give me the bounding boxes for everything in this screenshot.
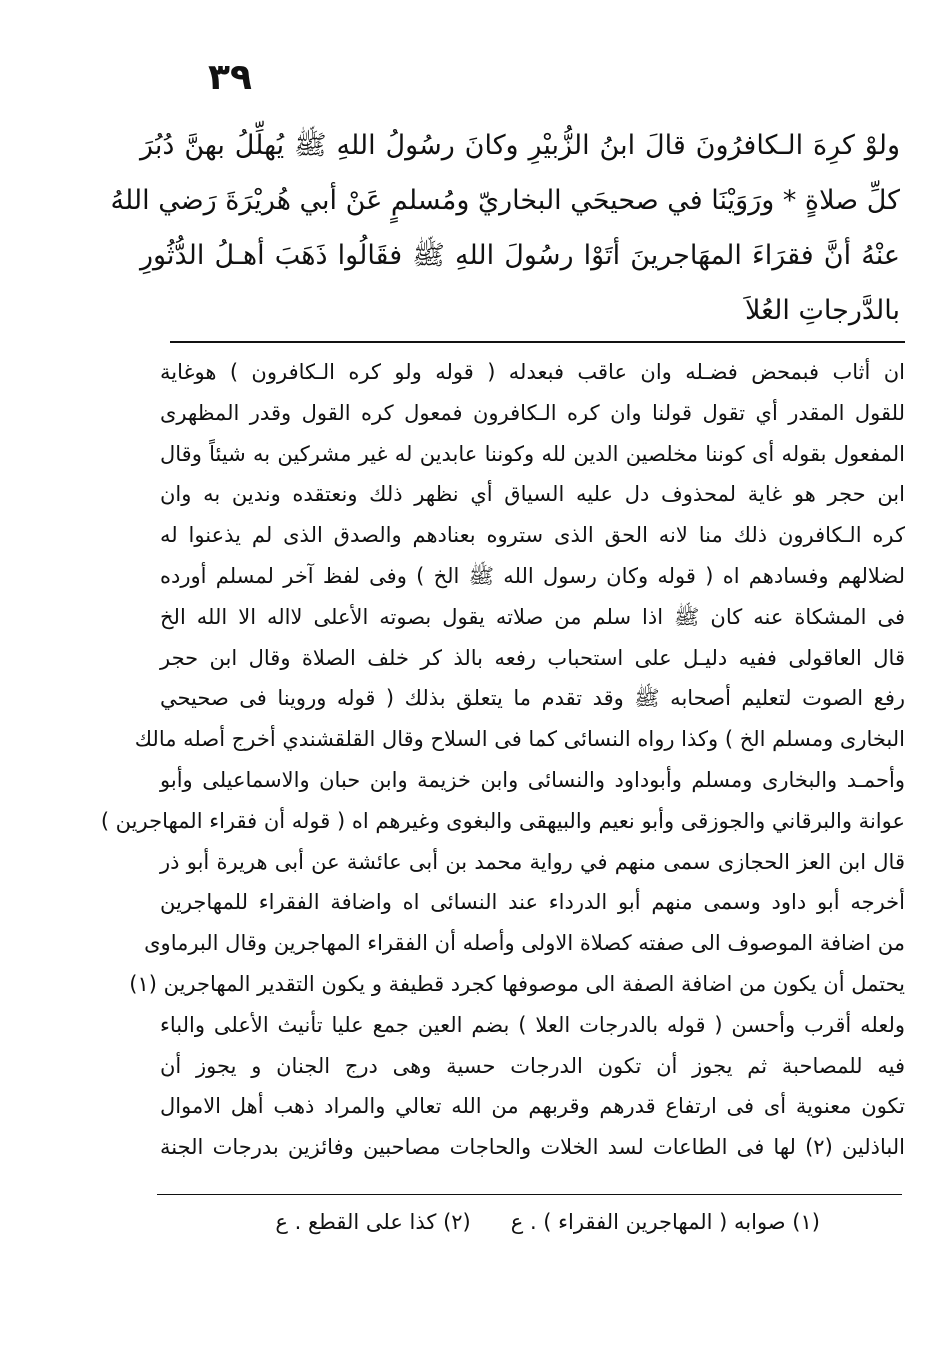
commentary-line: قال العاقولى ففيه دليـل على استحباب رفعه بالذ كر خلف الصلاة وقال ابن حجر [160, 645, 905, 670]
main-text-block [110, 118, 900, 338]
commentary-line: أخرجه أبو داود وسمى منهم أبو الدرداء عند النسائى اه واضافة الفقراء للمهاجرين [160, 890, 905, 915]
commentary-line: رفع الصوت لتعليم أصحابه ﷺ وقد تقدم ما يتعلق بذلك ( قوله وروينا فى صحيحي [160, 686, 905, 711]
commentary-line: ان أثاب فبمحض فضـله وان عاقب فبعدله ( قوله ولو كره الـكافرون ) هوغاية [160, 360, 905, 384]
main-text-line: بالدَّرجاتِ العُلاَ [745, 295, 900, 326]
commentary-line: لضلالهم وفسادهم اه ( قوله وكان رسول الله ﷺ الخ ) وفى لفظ آخر لمسلم أورده [160, 563, 905, 588]
commentary-line: عوانة والبرقاني والجوزقى وأبو نعيم والبيهقى والبغوى وغيرهم اه ( قوله أن فقراء المهاجرين ) [100, 808, 905, 833]
commentary-line: ابن حجر هو غاية لمحذوف دل عليه السياق أي نظهر ذلك ونعتقده وندين به وان [160, 482, 905, 507]
main-text-line: عنْهُ أنَّ فقرَاءَ المهَاجرينَ أتَوْا رسُولَ اللهِ ﷺ فقَالُوا ذَهَبَ أهـلُ الدُّثُورِ [140, 240, 900, 271]
commentary-line: تكون معنوية أى فى ارتفاع قدرهم وقربهم من الله تعالي والمراد ذهب أهل الاموال [160, 1094, 905, 1119]
footnote-rule [157, 1194, 902, 1195]
commentary-line: فى المشكاة عنه كان ﷺ اذا سلم من صلاته يقول بصوته الأعلى لااله الا الله الخ [160, 604, 905, 629]
commentary-line: الباذلين (٢) لها فى الطاعات لسد الخلات والحاجات مصاحبين وفائزين بدرجات الجنة [160, 1135, 905, 1160]
footnotes [240, 1205, 820, 1239]
main-text-line: ولوْ كرِهَ الـكافرُونَ قالَ ابنُ الزُّبيْرِ وكانَ رسُولُ اللهِ ﷺ يُهلِّلُ بهنَّ دُبُرَ [140, 130, 900, 161]
commentary-line: البخارى ومسلم الخ ) وكذا رواه النسائى كما فى السلاح وقال القلقشندي أخرج أصله مالك [134, 727, 905, 752]
commentary-line: قال ابن العز الحجازى سمى منهم في رواية محمد بن أبى عائشة عن أبى هريرة أبو ذر [160, 849, 905, 874]
footnote-1: (١) صوابه ( المهاجرين الفقراء ) . ع [510, 1210, 820, 1234]
commentary-line: وأحمـد والبخارى ومسلم وأبوداود والنسائى وابن خزيمة وابن حبان والاسماعيلى وأبو [160, 767, 905, 792]
commentary-line: فيه للمصاحبة ثم يجوز أن تكون الدرجات حسية وهى درج الجنان و يجوز أن [160, 1053, 905, 1078]
separator-rule [170, 341, 905, 343]
commentary-line: المفعول بقوله أى كوننا مخلصين الدين لله وكوننا عابدين له غير مشركين به شيئاً وقال [160, 441, 905, 466]
commentary-line: ولعله أقرب وأحسن ( قوله بالدرجات العلا ) بضم العين جمع عليا تأنيث الأعلى والباء [160, 1012, 905, 1037]
page-number: ٣٩ [208, 57, 252, 98]
main-text-line: كلِّ صلاةٍ * ورَوَيْنَا في صحيحَي البخاريّ ومُسلمٍ عَنْ أبي هُريْرَةَ رَضي اللهُ [110, 185, 900, 216]
commentary-block [100, 352, 905, 1168]
footnote-2: (٢) كذا على القطع . ع [275, 1210, 471, 1234]
commentary-line: يحتمل أن يكون من اضافة الصفة الى موصوفها كجرد قطيفة و يكون التقدير المهاجرين (١) [129, 971, 905, 996]
commentary-line: من اضافة الموصوف الى صفته كصلاة الاولى وأصله أن الفقراء المهاجرين وقال البرماوى [144, 931, 905, 956]
commentary-line: للقول المقدر أي تقول قولنا وان كره الـكافرون فمعول كره القول وقدر المظهرى [160, 400, 905, 425]
commentary-line: كره الـكافرون ذلك منا لانه الحق الذى ستروه بعنادهم والصدق الذى لم يذعنوا له [160, 523, 905, 548]
